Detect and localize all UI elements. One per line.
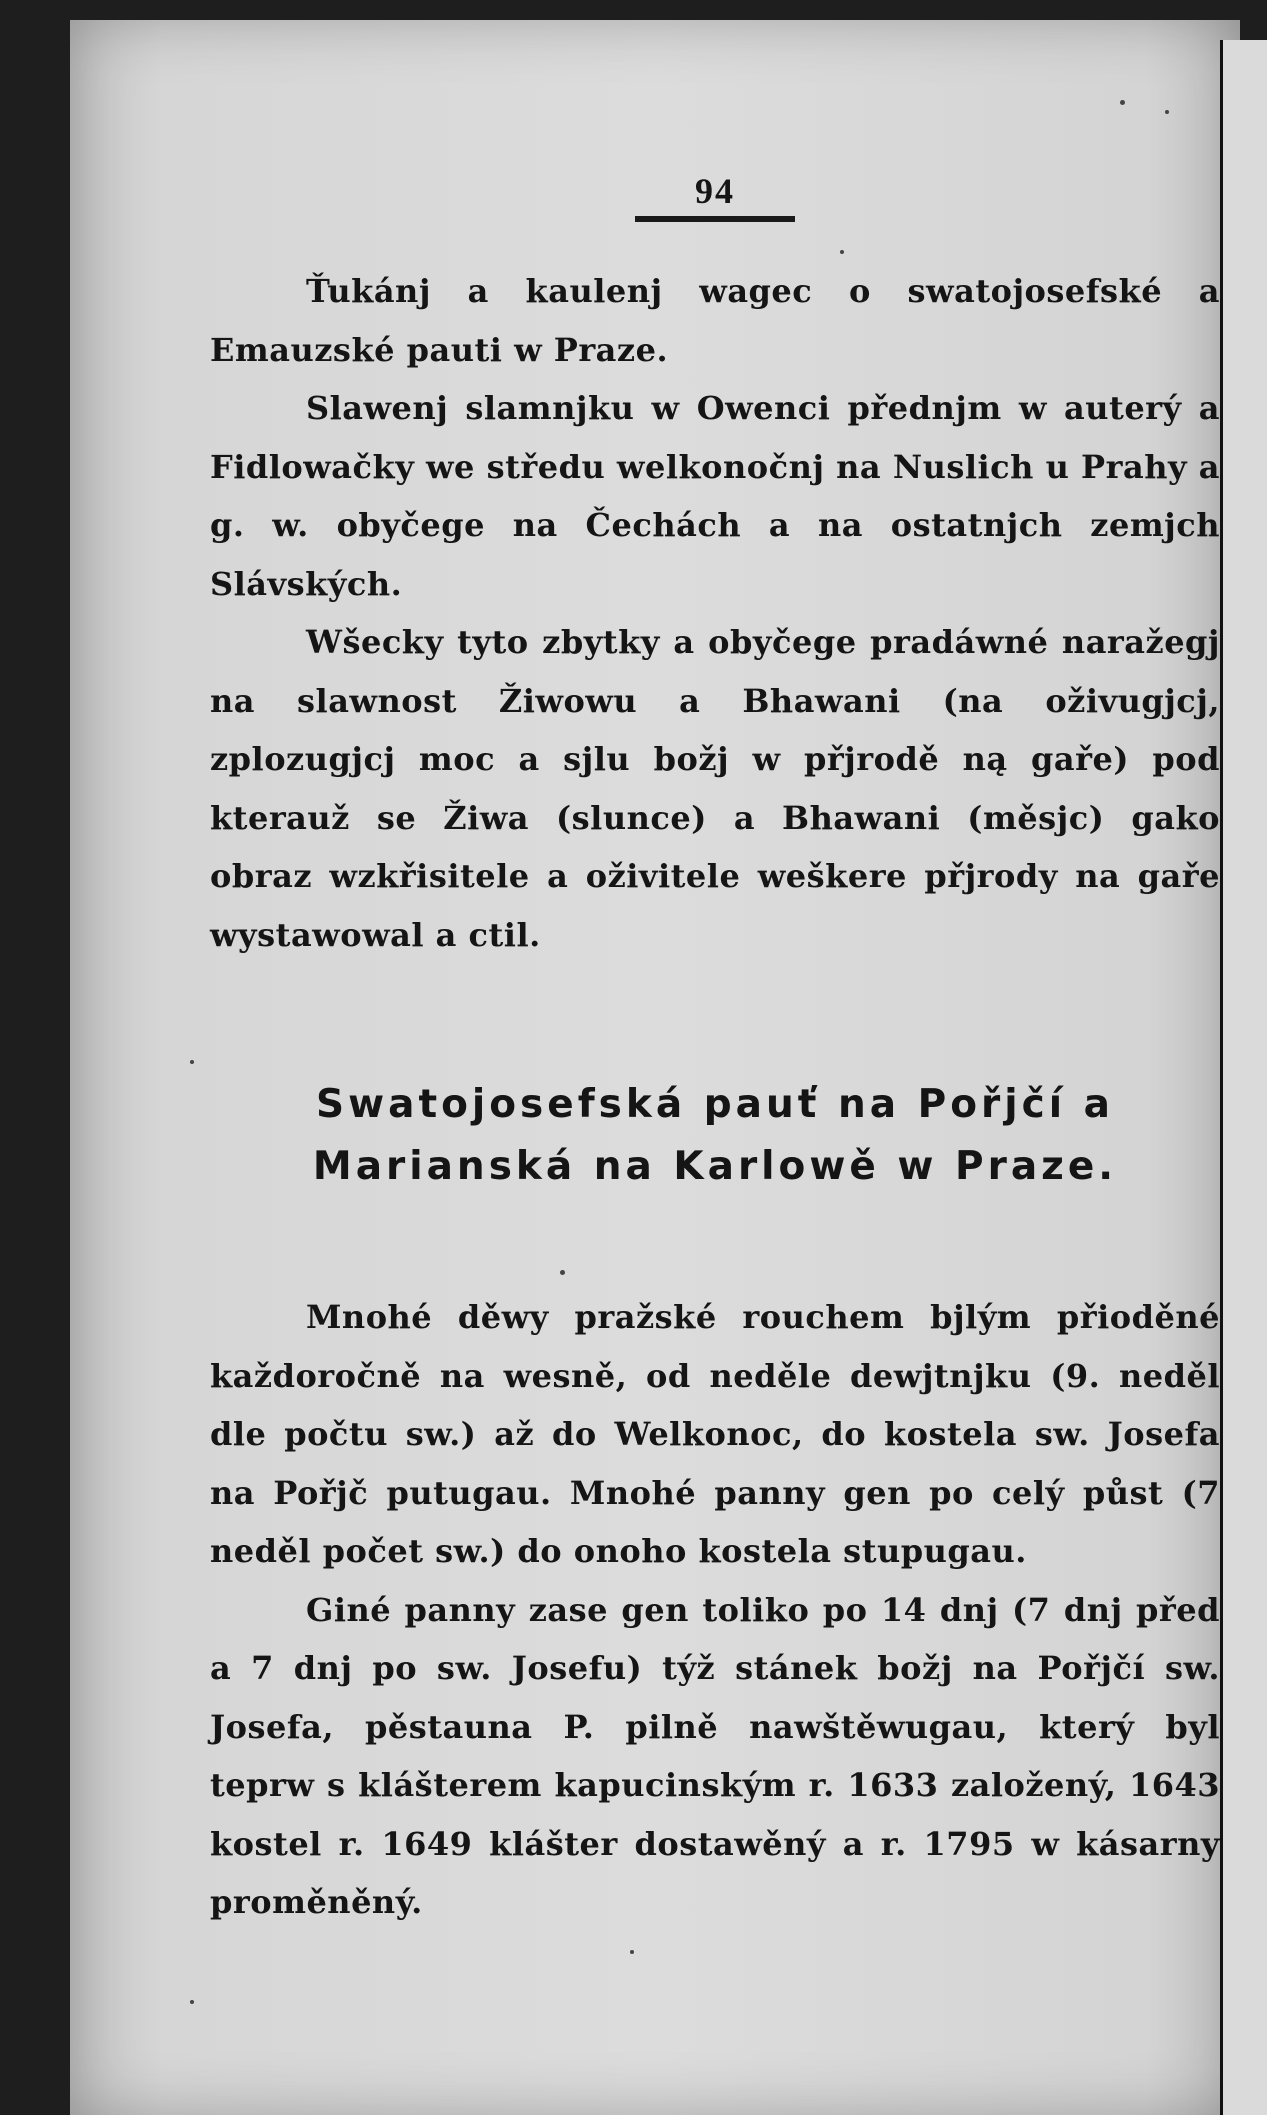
heading-line-2: Marianská na Karlowě w Praze. [312,1144,1118,1189]
facing-page-edge [1220,40,1267,2115]
section-paragraph-2: Giné panny zase gen toliko po 14 dnj (7 dnj před a 7 dnj po sw. Josefu) týž stánek božj na Pořjčí sw. Josefa, pěstauna P. pilně nawštěwugau, který byl teprw s klášterem kapucinským r. 1633 založený, 1643 kostel r. 1649 klášter dostawěný a r. 1795 w kásarny proměněný. [210,1590,1220,1921]
heading-line-1: Swatojosefská pauť na Pořjčí a [316,1082,1114,1127]
paragraph-3: Wšecky tyto zbytky a obyčege pradáwné naražegj na slawnost Žiwowu a Bhawani (na oživugjcj, zplozugjcj moc a sjlu božj w přjrodě ną gaře) pod kterauž se Žiwa (slunce) a Bhawani (měsjc) gako obraz wzkřisitele a oživitele weškere přjrody na gaře wystawowal a ctil. [210,623,1220,954]
page-number: 94 [695,171,735,211]
section-body [210,1288,1220,1932]
paragraph-1: Ťukánj a kaulenj wagec o swatojosefské a Emauzské pauti w Praze. [210,272,1220,369]
page-content [210,170,1220,1932]
section-paragraph-1: Mnohé děwy pražské rouchem bjlým přioděné každoročně na wesně, od neděle dewjtnjku (9. neděl dle počtu sw.) až do Welkonoc, do kostela sw. Josefa na Pořjč putugau. Mnohé panny gen po celý půst (7 neděl počet sw.) do onoho kostela stupugau. [210,1298,1220,1570]
paragraph-2: Slawenj slamnjku w Owenci přednjm w auterý a Fidlowačky we středu welkonočnj na Nuslich u Prahy a g. w. obyčege na Čechách a na ostatnjch zemjch Slávských. [210,389,1220,603]
section-heading [210,1074,1220,1198]
header-rule [635,216,795,222]
